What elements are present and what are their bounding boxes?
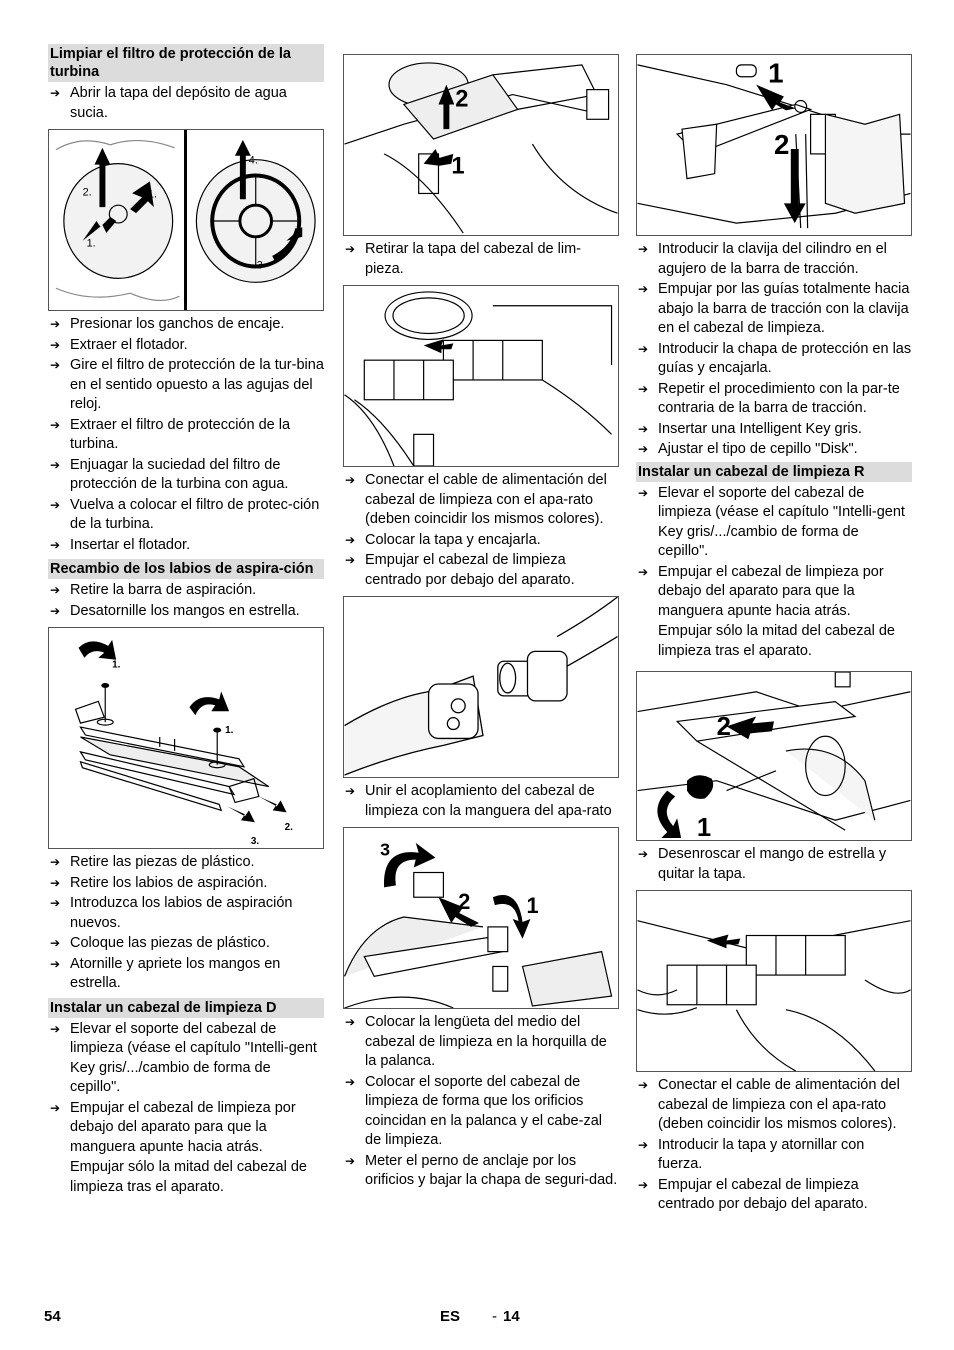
figure-label: 1 bbox=[451, 153, 465, 180]
figure-star-handle bbox=[636, 671, 912, 841]
figure-label: 1. bbox=[112, 659, 121, 671]
section-heading-install-head-d: Instalar un cabezal de limpieza D bbox=[48, 998, 324, 1018]
step: ➔ Introducir la clavija del cilindro en el agujero de la barra de tracción. bbox=[636, 240, 912, 279]
step: ➔ Extraer el flotador. bbox=[48, 336, 324, 356]
steps-remove-cover bbox=[343, 240, 619, 279]
star-handle-illustration bbox=[637, 672, 911, 840]
step: ➔ Introduzca los labios de aspiración nuevos. bbox=[48, 894, 324, 933]
step: ➔ Retire los labios de aspiración. bbox=[48, 874, 324, 894]
figure-label: 1 bbox=[696, 814, 712, 840]
step: ➔ Conectar el cable de alimentación del cabezal de limpieza con el apa-rato (deben coincidir los mismos colores). bbox=[343, 471, 619, 530]
step: ➔ Ajustar el tipo de cepillo "Disk". bbox=[636, 440, 912, 460]
section-heading-suction-lips: Recambio de los labios de aspira-ción bbox=[48, 559, 324, 579]
step: ➔ Unir el acoplamiento del cabezal de limpieza con la manguera del apa-rato bbox=[343, 782, 619, 821]
step: ➔ Colocar la lengüeta del medio del cabezal de limpieza en la horquilla de la palanca. bbox=[343, 1013, 619, 1072]
figure-label: 1. bbox=[86, 237, 96, 250]
step-note: Empujar sólo la mitad del cabezal de limpieza tras el aparato. bbox=[70, 1159, 307, 1195]
figure-label: 2 bbox=[716, 713, 731, 742]
figure-label: 1. bbox=[147, 188, 157, 201]
section-page-number: 14 bbox=[503, 1308, 520, 1325]
step: ➔ Introducir la tapa y atornillar con fuerza. bbox=[636, 1136, 912, 1175]
figure-label: 2 bbox=[458, 889, 471, 915]
head-cover-illustration bbox=[344, 55, 618, 235]
figure-label: 1 bbox=[768, 57, 784, 89]
step: ➔ Presionar los ganchos de encaje. bbox=[48, 315, 324, 335]
step: ➔ Retire la barra de aspiración. bbox=[48, 581, 324, 601]
figure-label: 4. bbox=[248, 154, 258, 167]
footer-separator: - bbox=[492, 1308, 497, 1325]
steps-traction-bar bbox=[636, 240, 912, 460]
figure-label: 1. bbox=[225, 725, 234, 737]
figure-label: 2 bbox=[455, 86, 469, 113]
steps-replace-lips bbox=[48, 853, 324, 994]
section-heading-turbine-filter: Limpiar el filtro de protección de la turbina bbox=[48, 44, 324, 82]
figure-label: 2 bbox=[774, 128, 790, 160]
steps-turbine-filter bbox=[48, 315, 324, 555]
step: ➔ Gire el filtro de protección de la tur-bina en el sentido opuesto a las agujas del reloj. bbox=[48, 356, 324, 415]
figure-label: 2. bbox=[284, 822, 293, 834]
step: ➔ Empujar el cabezal de limpieza por debajo del aparato para que la manguera apunte hacia atrás. bbox=[48, 1099, 324, 1158]
step: ➔ Conectar el cable de alimentación del cabezal de limpieza con el apa-rato (deben coincidir los mismos colores). bbox=[636, 1076, 912, 1135]
step: ➔ Desenroscar el mango de estrella y quitar la tapa. bbox=[636, 845, 912, 884]
step: ➔ Elevar el soporte del cabezal de limpieza (véase el capítulo "Intelli-gent Key gris/.../cambio de forma de cepillo". bbox=[48, 1020, 324, 1098]
steps-hose-coupling bbox=[343, 782, 619, 821]
steps-connect-cable-r bbox=[636, 1076, 912, 1215]
page-number: 54 bbox=[44, 1308, 61, 1325]
column-1 bbox=[48, 44, 324, 1199]
figure-label: 3. bbox=[250, 836, 260, 848]
figure-label: 3 bbox=[256, 259, 263, 272]
step-note: Empujar sólo la mitad del cabezal de limpieza tras el aparato. bbox=[658, 623, 895, 659]
step: ➔ Abrir la tapa del depósito de agua sucia. bbox=[48, 84, 324, 123]
step: ➔ Repetir el procedimiento con la par-te contraria de la barra de tracción. bbox=[636, 380, 912, 419]
steps-install-head-d bbox=[48, 1020, 324, 1158]
step: ➔ Colocar el soporte del cabezal de limpieza de forma que los orificios coincidan en la palanca y el cabe-zal de limpieza. bbox=[343, 1073, 619, 1151]
figure-power-connector bbox=[343, 285, 619, 467]
language-code: ES bbox=[440, 1308, 461, 1325]
step: ➔ Empujar por las guías totalmente hacia abajo la barra de tracción con la clavija en el cabezal de limpieza. bbox=[636, 280, 912, 339]
figure-label: 1 bbox=[526, 893, 539, 919]
power-connector-illustration bbox=[344, 286, 618, 466]
step: ➔ Meter el perno de anclaje por los orificios y bajar la chapa de seguri-dad. bbox=[343, 1152, 619, 1191]
traction-bar-illustration bbox=[637, 55, 911, 235]
steps-suction-bar bbox=[48, 581, 324, 621]
turbine-filter-illustration bbox=[49, 130, 323, 310]
step: ➔ Elevar el soporte del cabezal de limpieza (véase el capítulo "Intelli-gent Key gris/.../cambio de forma de cepillo". bbox=[636, 484, 912, 562]
step: ➔ Retirar la tapa del cabezal de lim-pieza. bbox=[343, 240, 619, 279]
step: ➔ Retire las piezas de plástico. bbox=[48, 853, 324, 873]
column-3 bbox=[636, 44, 912, 1216]
hose-coupling-illustration bbox=[344, 597, 618, 777]
figure-power-connector-r bbox=[636, 890, 912, 1072]
figure-turbine-filter bbox=[48, 129, 324, 311]
steps-open-lid bbox=[48, 84, 324, 123]
step: ➔ Atornille y apriete los mangos en estrella. bbox=[48, 955, 324, 994]
power-connector-r-illustration bbox=[637, 891, 911, 1071]
figure-hose-coupling bbox=[343, 596, 619, 778]
step: ➔ Empujar el cabezal de limpieza centrado por debajo del aparato. bbox=[343, 551, 619, 590]
step: ➔ Coloque las piezas de plástico. bbox=[48, 934, 324, 954]
step: ➔ Empujar el cabezal de limpieza por debajo del aparato para que la manguera apunte hacia atrás. bbox=[636, 563, 912, 622]
figure-lever-fork bbox=[343, 827, 619, 1009]
step: ➔ Extraer el filtro de protección de la turbina. bbox=[48, 416, 324, 455]
step: ➔ Vuelva a colocar el filtro de protec-ción de la turbina. bbox=[48, 496, 324, 535]
figure-label: 3 bbox=[380, 839, 391, 860]
figure-label: 2. bbox=[82, 186, 92, 199]
step: ➔ Desatornille los mangos en estrella. bbox=[48, 602, 324, 622]
figure-traction-bar bbox=[636, 54, 912, 236]
column-2 bbox=[343, 44, 619, 1192]
figure-suction-lips bbox=[48, 627, 324, 849]
steps-connect-cable bbox=[343, 471, 619, 590]
lever-fork-illustration bbox=[344, 828, 618, 1008]
figure-head-cover bbox=[343, 54, 619, 236]
section-heading-install-head-r: Instalar un cabezal de limpieza R bbox=[636, 462, 912, 482]
suction-lips-illustration bbox=[49, 628, 323, 848]
step: ➔ Introducir la chapa de protección en las guías y encajarla. bbox=[636, 340, 912, 379]
step: ➔ Insertar el flotador. bbox=[48, 536, 324, 556]
step: ➔ Insertar una Intelligent Key gris. bbox=[636, 420, 912, 440]
steps-lever-fork bbox=[343, 1013, 619, 1191]
steps-install-head-r bbox=[636, 484, 912, 622]
step: ➔ Empujar el cabezal de limpieza centrado por debajo del aparato. bbox=[636, 1176, 912, 1215]
steps-unscrew-handle bbox=[636, 845, 912, 884]
step: ➔ Colocar la tapa y encajarla. bbox=[343, 531, 619, 551]
step: ➔ Enjuagar la suciedad del filtro de protección de la turbina con agua. bbox=[48, 456, 324, 495]
